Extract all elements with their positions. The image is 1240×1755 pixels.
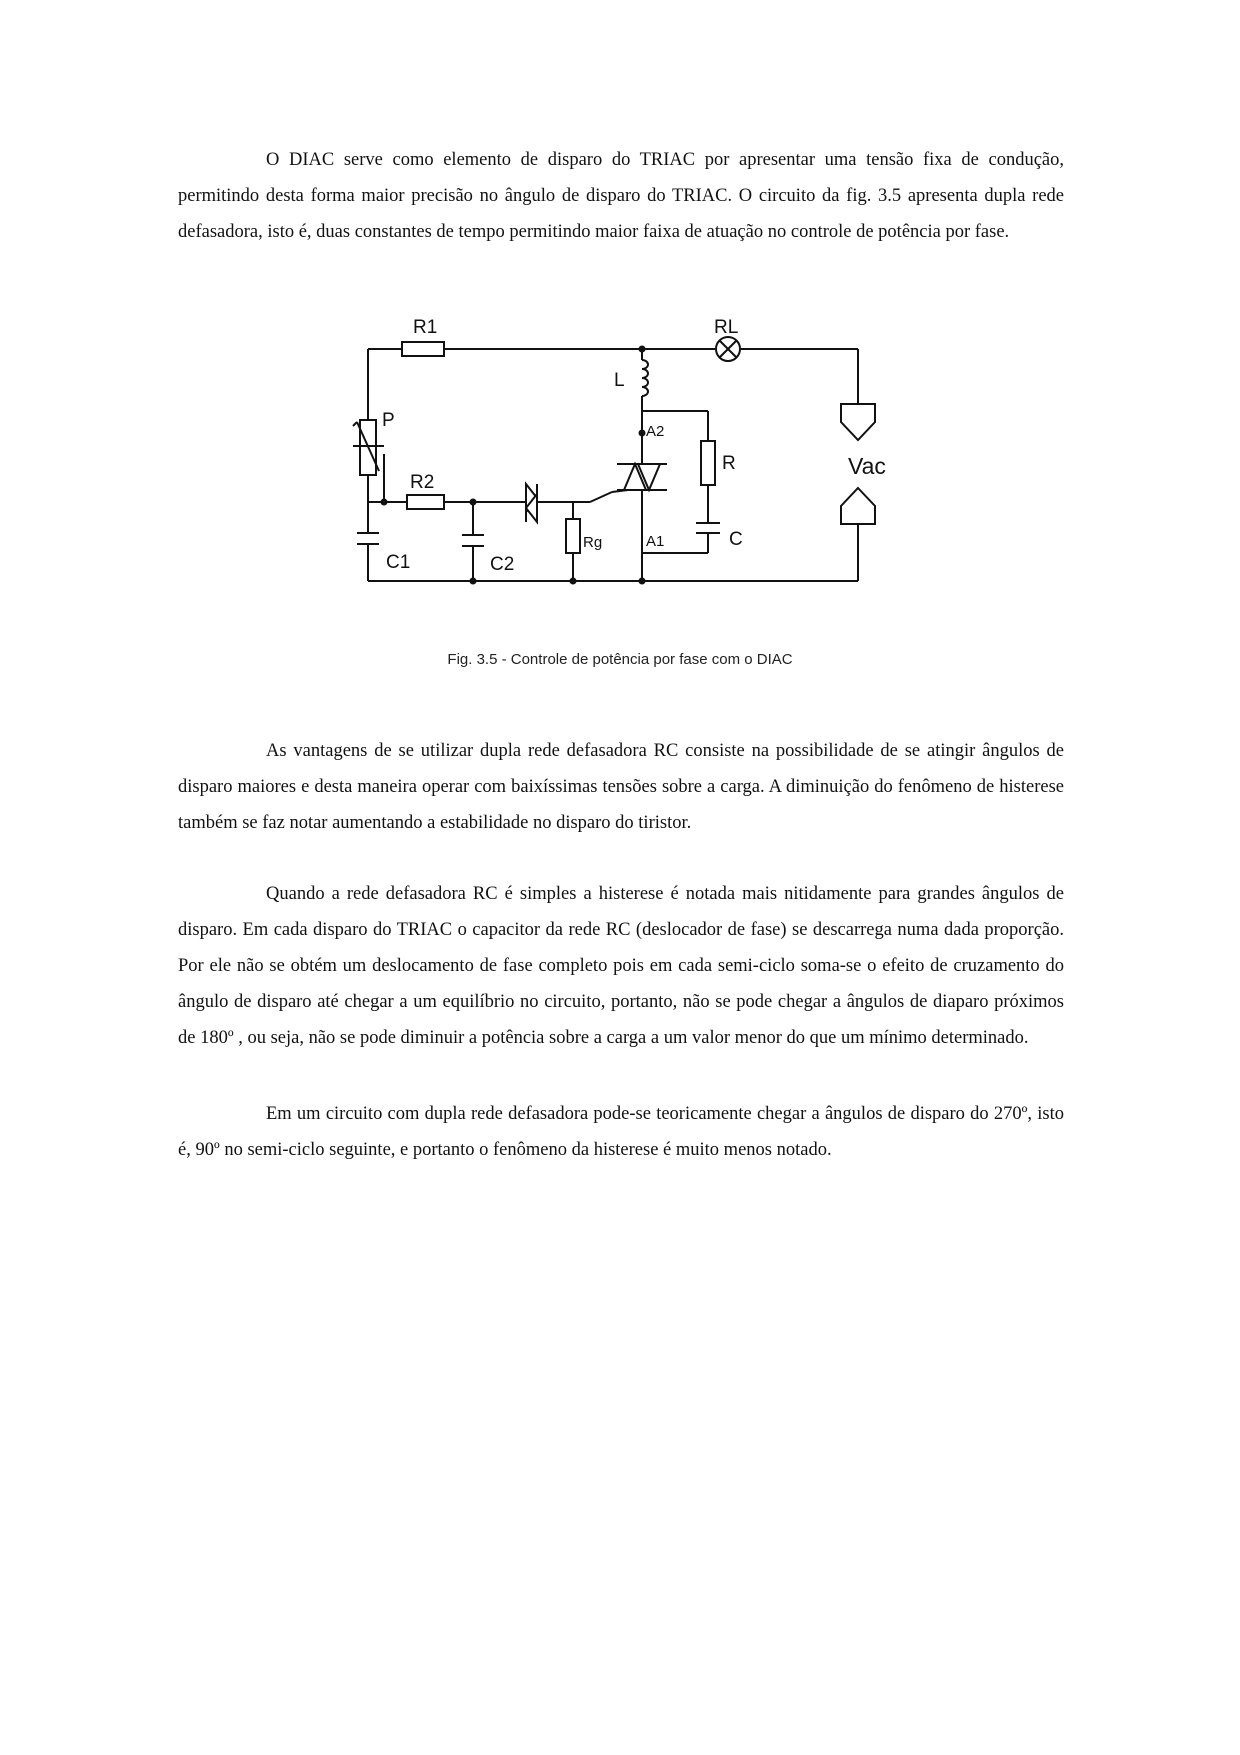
- paragraph-3-text: Quando a rede defasadora RC é simples a histerese é notada mais nitidamente para grandes ângulos de disparo. Em cada disparo do TRIAC o capacitor da rede RC (deslocador de fase) se descarrega numa dada proporção. Por ele não se obtém um deslocamento de fase completo pois em cada semi-ciclo soma-se o efeito de cruzamento do ângulo de disparo até chegar a um equilíbrio no circuito, portanto, não se pode chegar a ângulos de diaparo próximos de 180º , ou seja, não se pode diminuir a potência sobre a carga a um valor menor do que um mínimo determinado.: [178, 884, 1064, 1048]
- vac-terminal-top: [841, 404, 875, 440]
- inductor-l: [642, 360, 648, 396]
- capacitor-c2: [462, 535, 484, 546]
- junction-dots: [381, 346, 646, 585]
- label-vac: Vac: [848, 453, 886, 479]
- capacitor-c1: [357, 533, 379, 544]
- capacitor-c: [696, 523, 720, 533]
- paragraph-2: [178, 733, 1064, 841]
- potentiometer-p: [353, 420, 384, 475]
- label-rg: Rg: [583, 534, 603, 551]
- label-r1: R1: [413, 317, 438, 338]
- label-r: R: [722, 453, 736, 474]
- circuit-diagram: [340, 296, 900, 626]
- label-r2: R2: [410, 472, 435, 493]
- label-l: L: [614, 370, 625, 391]
- vac-terminal-bottom: [841, 488, 875, 524]
- paragraph-1: [178, 142, 1064, 250]
- label-a2: A2: [646, 423, 665, 440]
- label-c1: C1: [386, 552, 411, 573]
- label-a1: A1: [646, 533, 665, 550]
- paragraph-4-text: Em um circuito com dupla rede defasadora pode-se teoricamente chegar a ângulos de disparo do 270º, isto é, 90º no semi-ciclo seguinte, e portanto o fenômeno da histerese é muito menos notado.: [178, 1104, 1064, 1160]
- resistor-r2: [407, 495, 444, 509]
- circuit-wires: [368, 349, 858, 581]
- lamp-rl: [716, 337, 740, 361]
- triac: [612, 464, 667, 492]
- resistor-rg: [566, 519, 580, 553]
- figure-caption: Fig. 3.5 - Controle de potência por fase com o DIAC: [447, 651, 793, 668]
- circuit-labels: [382, 317, 886, 575]
- resistor-r1: [402, 342, 444, 356]
- paragraph-1-text: O DIAC serve como elemento de disparo do TRIAC por apresentar uma tensão fixa de condução, permitindo desta forma maior precisão no ângulo de disparo do TRIAC. O circuito da fig. 3.5 apresenta dupla rede defasadora, isto é, duas constantes de tempo permitindo maior faixa de atuação no controle de potência por fase.: [178, 150, 1064, 242]
- resistor-r: [701, 441, 715, 485]
- label-c: C: [729, 529, 743, 550]
- paragraph-2-text: As vantagens de se utilizar dupla rede defasadora RC consiste na possibilidade de se atingir ângulos de disparo maiores e desta maneira operar com baixíssimas tensões sobre a carga. A diminuição do fenômeno de histerese também se faz notar aumentando a estabilidade no disparo do tiristor.: [178, 741, 1064, 833]
- label-p: P: [382, 410, 395, 431]
- label-c2: C2: [490, 554, 515, 575]
- circuit-figure: [340, 296, 900, 626]
- paragraph-3: [178, 876, 1064, 1056]
- label-rl: RL: [714, 317, 739, 338]
- diac: [510, 484, 542, 522]
- paragraph-4: [178, 1096, 1064, 1168]
